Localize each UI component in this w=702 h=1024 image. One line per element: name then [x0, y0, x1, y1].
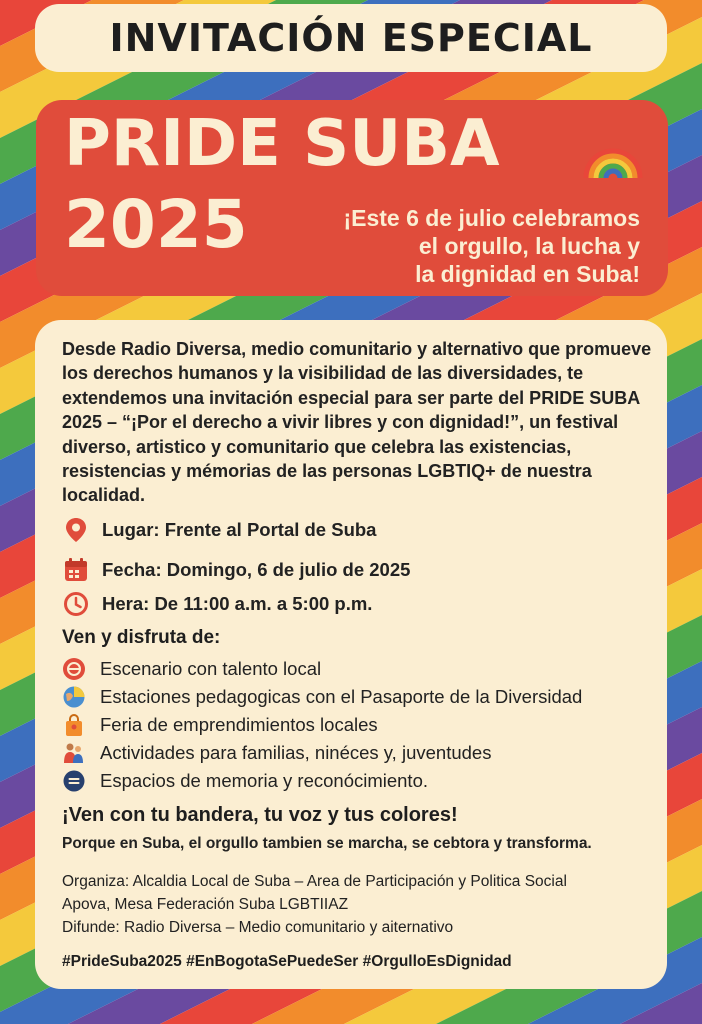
- credit-line: Difunde: Radio Diversa – Medio comunitario y aiternativo: [62, 919, 454, 936]
- activity-item: [62, 769, 662, 793]
- tagline-line: ¡Este 6 de julio celebramos: [343, 205, 640, 231]
- credit-line: Apova, Mesa Federación Suba LGBTIIAZ: [62, 896, 349, 913]
- memory-icon: [62, 769, 86, 793]
- clock-icon: [62, 591, 90, 617]
- detail-location: [62, 517, 652, 543]
- page-title: INVITACIÓN ESPECIAL: [109, 16, 593, 60]
- family-icon: [62, 741, 86, 765]
- event-year: 2025: [64, 186, 248, 263]
- credit-line: Organiza: Alcaldia Local de Suba – Area de Participación y Politica Social: [62, 873, 567, 890]
- activity-text: Espacios de memoria y reconócimiento.: [100, 770, 429, 791]
- activity-text: Estaciones pedagogicas con el Pasaporte de la Diversidad: [100, 686, 583, 707]
- shopping-bag-icon: [62, 713, 86, 737]
- calendar-icon: [62, 557, 90, 583]
- detail-text: Fecha: Domingo, 6 de julio de 2025: [102, 559, 411, 580]
- callout-subtext: Porque en Suba, el orgullo tambien se marcha, se cebtora y transforma.: [62, 835, 592, 852]
- hero-banner: [36, 100, 668, 296]
- header-banner: [35, 4, 667, 72]
- activity-item: [62, 713, 662, 737]
- hero-tagline: [280, 204, 640, 288]
- tagline-line: el orgullo, la lucha y: [418, 233, 640, 259]
- event-title: PRIDE SUBA: [64, 107, 500, 181]
- invitation-card: [35, 320, 667, 989]
- stage-icon: [62, 657, 86, 681]
- activities-heading: Ven y disfruta de:: [62, 627, 221, 648]
- callout-heading: ¡Ven con tu bandera, tu voz y tus colores!: [62, 804, 458, 826]
- activity-item: [62, 741, 662, 765]
- location-pin-icon: [62, 517, 90, 543]
- activity-text: Actividades para familias, ninéces y, juventudes: [100, 742, 492, 763]
- rainbow-icon: [582, 120, 644, 182]
- tagline-line: la dignidad en Suba!: [415, 261, 640, 287]
- hashtags: #PrideSuba2025 #EnBogotaSePuedeSer #OrgulloEsDignidad: [62, 953, 512, 970]
- detail-date: [62, 557, 652, 583]
- detail-text: Hera: De 11:00 a.m. a 5:00 p.m.: [102, 593, 373, 614]
- activity-text: Escenario con talento local: [100, 658, 322, 679]
- detail-text: Lugar: Frente al Portal de Suba: [102, 519, 377, 540]
- globe-icon: [62, 685, 86, 709]
- activity-item: [62, 657, 662, 681]
- activity-item: [62, 685, 662, 709]
- detail-time: [62, 591, 652, 617]
- intro-paragraph: Desde Radio Diversa, medio comunitario y alternativo que promueve los derechos humanos y la visibilidad de las diversidades, te extendemos una invitación especial para ser parte del PRIDE SUBA 2025 – “¡Por el derecho a vivir libres y con dignidad!”, un festival diverso, artistico y comunitario que celebra las existencias, resistencias y mémorias de las personas LGBTIQ+ de nuestra localidad.: [62, 339, 652, 506]
- activity-text: Feria de emprendimientos locales: [100, 714, 378, 735]
